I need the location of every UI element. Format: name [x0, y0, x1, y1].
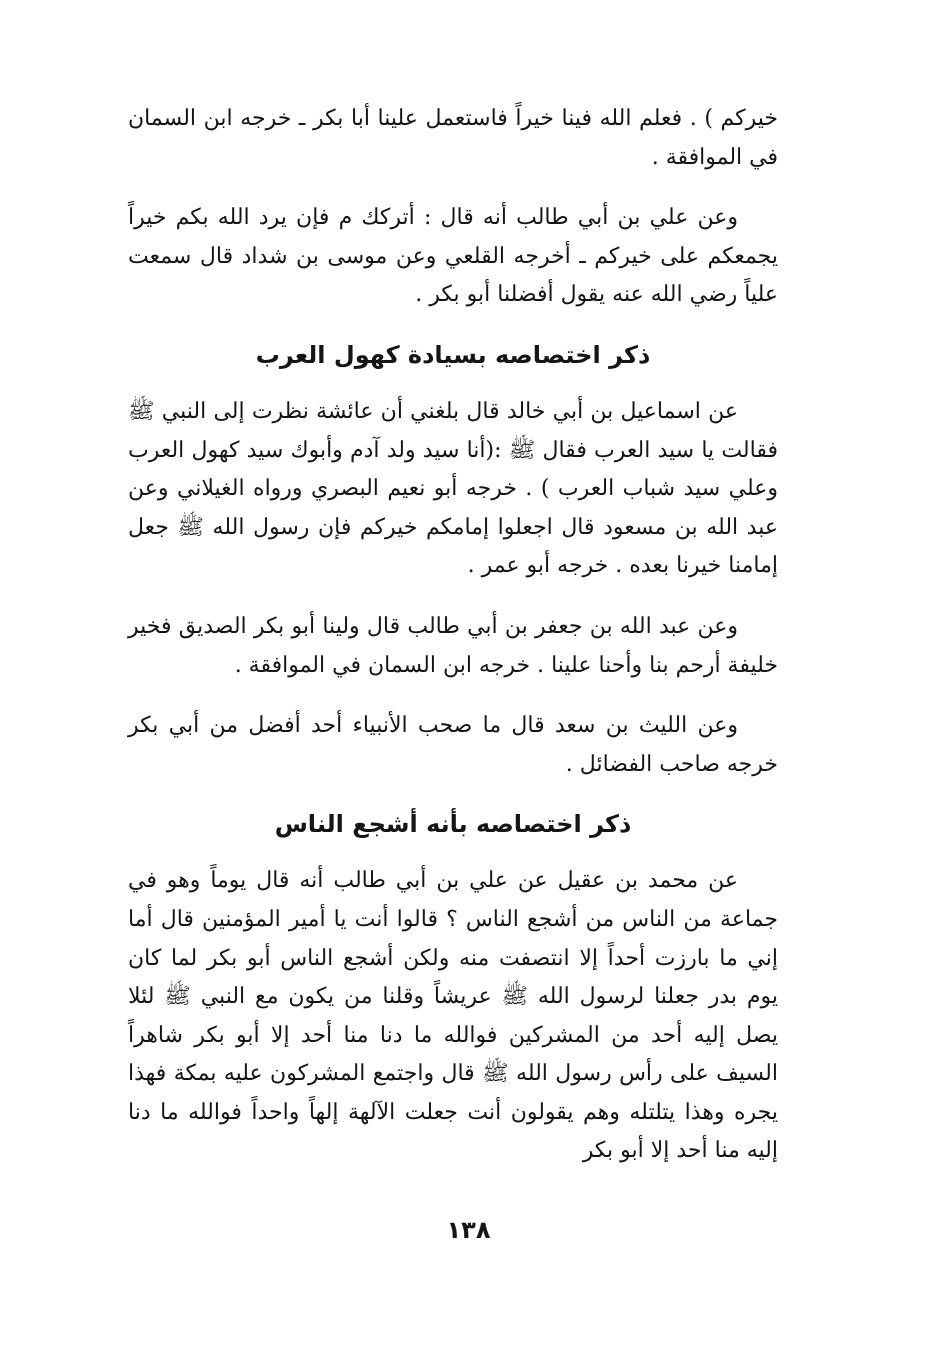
- paragraph-muhammad-aqil-text: عن محمد بن عقيل عن علي بن أبي طالب أنه قال يوماً وهو في جماعة من الناس من أشجع الناس ؟ قالوا أنت يا أمير المؤمنين قال أما إني ما بارزت أحداً إلا انتصفت منه ولكن أشجع الناس أبو بكر لما كان يوم بدر جعلنا لرسول الله ﷺ عريشاً وقلنا من يكون مع النبي ﷺ لئلا يصل إليه أحد من المشركين فوالله ما دنا منا أحد إلا أبو بكر شاهراً السيف على رأس رسول الله ﷺ قال واجتمع المشركون عليه بمكة فهذا يجره وهذا يتلتله وهم يقولون أنت جعلت الآلهة إلهاً واحداً فوالله ما دنا إليه منا أحد إلا أبو بكر: [128, 868, 778, 1164]
- paragraph-ali: [128, 199, 778, 315]
- page-number: ١٣٨: [446, 1216, 491, 1244]
- paragraph-laith: [128, 707, 778, 784]
- paragraph-continuation: خيركم ) . فعلم الله فينا خيراً فاستعمل علينا أبا بكر ـ خرجه ابن السمان في الموافقة .: [128, 106, 778, 170]
- paragraph-muhammad-aqil: [128, 862, 778, 1171]
- paragraph-ismail-text: عن اسماعيل بن أبي خالد قال بلغني أن عائشة نظرت إلى النبي ﷺ فقالت يا سيد العرب فقال ﷺ :(أنا سيد ولد آدم وأبوك سيد كهول العرب وعلي سيد شباب العرب ) . خرجه أبو نعيم البصري ورواه الغيلاني وعن عبد الله بن مسعود قال اجعلوا إمامكم خيركم فإن رسول الله ﷺ جعل إمامنا خيرنا بعده . خرجه أبو عمر .: [128, 398, 778, 579]
- paragraph-ali-text: وعن علي بن أبي طالب أنه قال : أتركك م فإن يرد الله بكم خيراً يجمعكم على خيركم ـ أخرجه القلعي وعن موسى بن شداد قال سمعت علياً رضي الله عنه يقول أفضلنا أبو بكر .: [128, 205, 778, 308]
- paragraph-laith-text: وعن الليث بن سعد قال ما صحب الأنبياء أحد أفضل من أبي بكر خرجه صاحب الفضائل .: [128, 713, 778, 777]
- page-body: [128, 100, 778, 1193]
- paragraph-abdullah-jafar-text: وعن عبد الله بن جعفر بن أبي طالب قال ولينا أبو بكر الصديق فخير خليفة أرحم بنا وأحنا علينا . خرجه ابن السمان في الموافقة .: [128, 613, 778, 678]
- section-heading-bravery: ذكر اختصاصه بأنه أشجع الناس: [274, 810, 632, 839]
- section-heading-leadership: ذكر اختصاصه بسيادة كهول العرب: [255, 340, 651, 369]
- paragraph-ismail: [128, 393, 778, 586]
- paragraph-abdullah-jafar: [128, 608, 778, 685]
